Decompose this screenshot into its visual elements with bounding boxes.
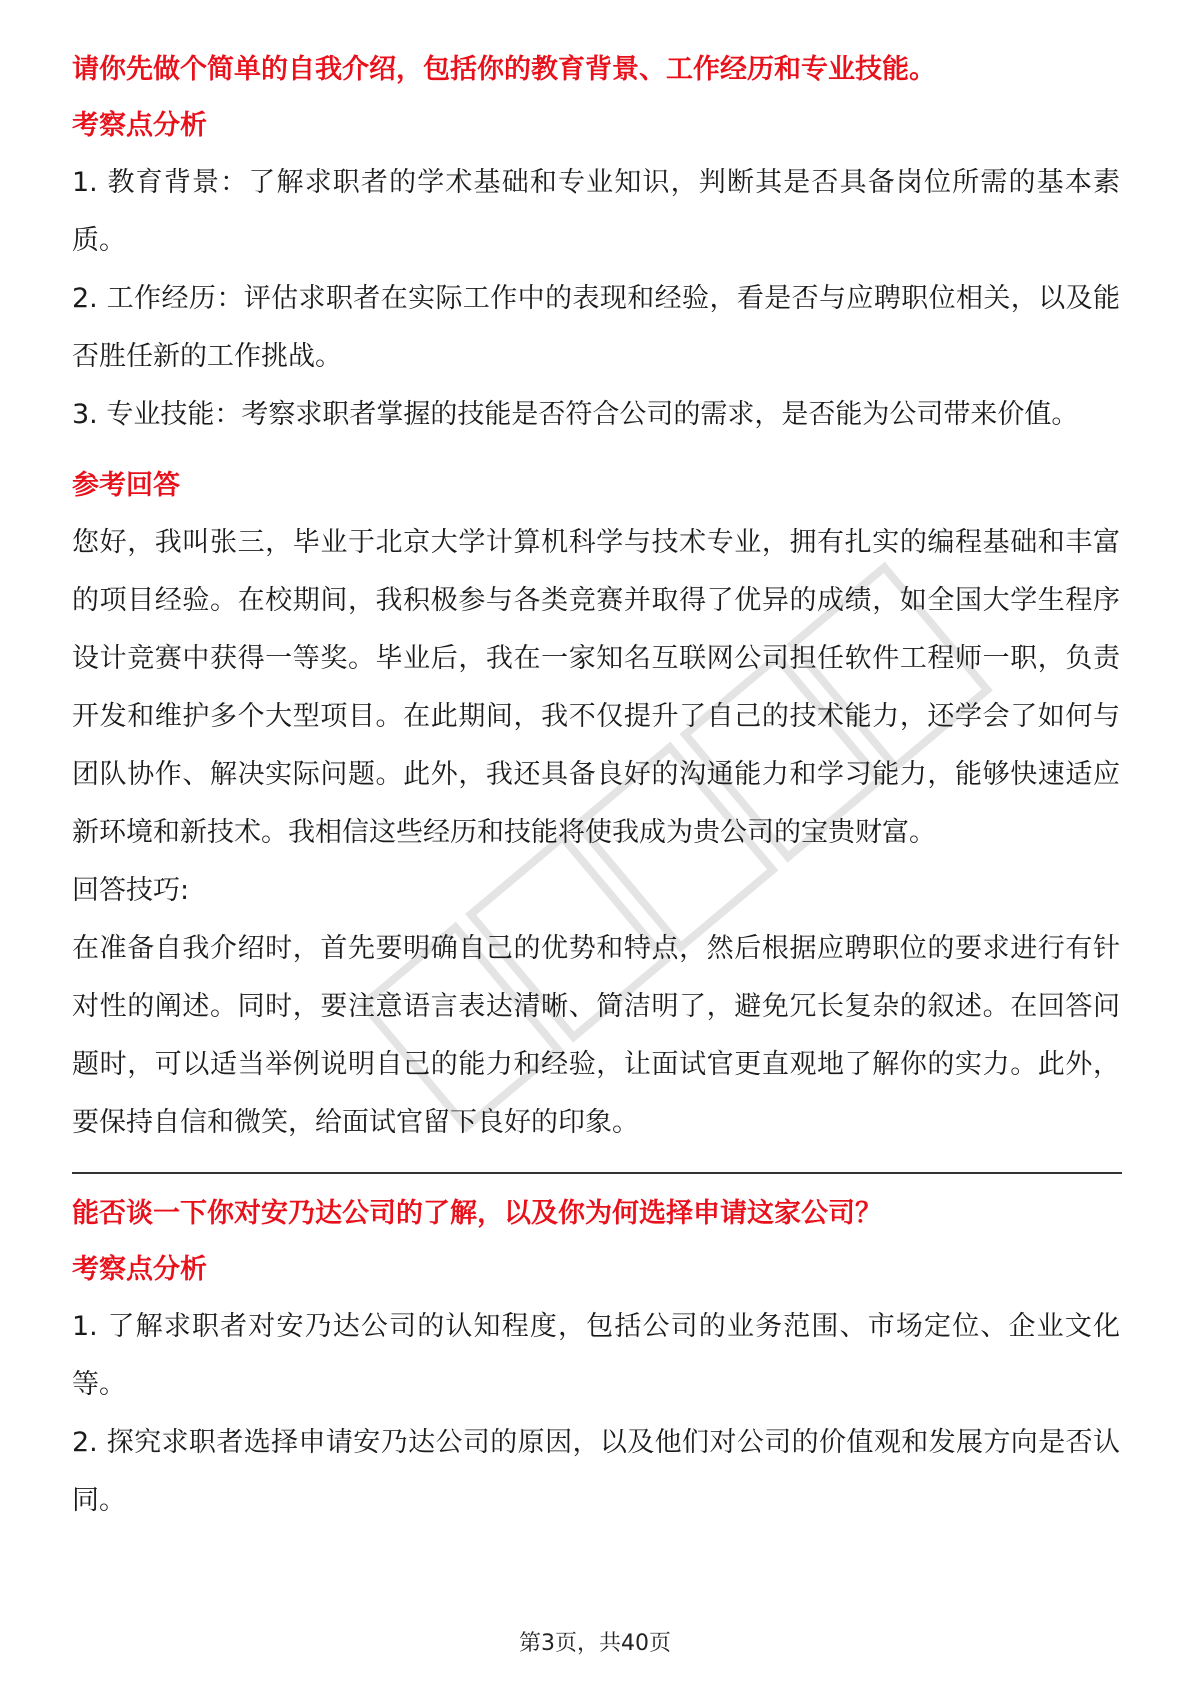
analysis-item: 1. 了解求职者对安乃达公司的认知程度，包括公司的业务范围、市场定位、企业文化等。	[72, 1311, 1120, 1400]
analysis-item: 2. 工作经历：评估求职者在实际工作中的表现和经验，看是否与应聘职位相关，以及能否胜任新的工作挑战。	[72, 283, 1120, 372]
analysis-item: 2. 探究求职者选择申请安乃达公司的原因，以及他们对公司的价值观和发展方向是否认同。	[72, 1427, 1120, 1516]
analysis-item: 1. 教育背景：了解求职者的学术基础和专业知识，判断其是否具备岗位所需的基本素质。	[72, 167, 1120, 256]
document-page	[72, 42, 1120, 1530]
answer-text: 您好，我叫张三，毕业于北京大学计算机科学与技术专业，拥有扎实的编程基础和丰富的项目经验。在校期间，我积极参与各类竞赛并取得了优异的成绩，如全国大学生程序设计竞赛中获得一等奖。毕业后，我在一家知名互联网公司担任软件工程师一职，负责开发和维护多个大型项目。在此期间，我不仅提升了自己的技术能力，还学会了如何与团队协作、解决实际问题。此外，我还具备良好的沟通能力和学习能力，能够快速适应新环境和新技术。我相信这些经历和技能将使我成为贵公司的宝贵财富。	[72, 527, 1120, 848]
analysis-heading: 考察点分析	[72, 1254, 207, 1285]
tips-text: 在准备自我介绍时，首先要明确自己的优势和特点，然后根据应聘职位的要求进行有针对性的阐述。同时，要注意语言表达清晰、简洁明了，避免冗长复杂的叙述。在回答问题时，可以适当举例说明自己的能力和经验，让面试官更直观地了解你的实力。此外，要保持自信和微笑，给面试官留下良好的印象。	[72, 933, 1120, 1138]
page-number: 第3页，共40页	[519, 1631, 671, 1656]
question-title: 请你先做个简单的自我介绍，包括你的教育背景、工作经历和专业技能。	[72, 54, 936, 85]
analysis-item: 3. 专业技能：考察求职者掌握的技能是否符合公司的需求，是否能为公司带来价值。	[72, 399, 1079, 430]
section-divider	[72, 1172, 1122, 1174]
analysis-heading: 考察点分析	[72, 110, 207, 141]
answer-heading: 参考回答	[72, 470, 180, 501]
tips-label: 回答技巧:	[72, 875, 190, 906]
question-title: 能否谈一下你对安乃达公司的了解，以及你为何选择申请这家公司？	[72, 1198, 882, 1229]
